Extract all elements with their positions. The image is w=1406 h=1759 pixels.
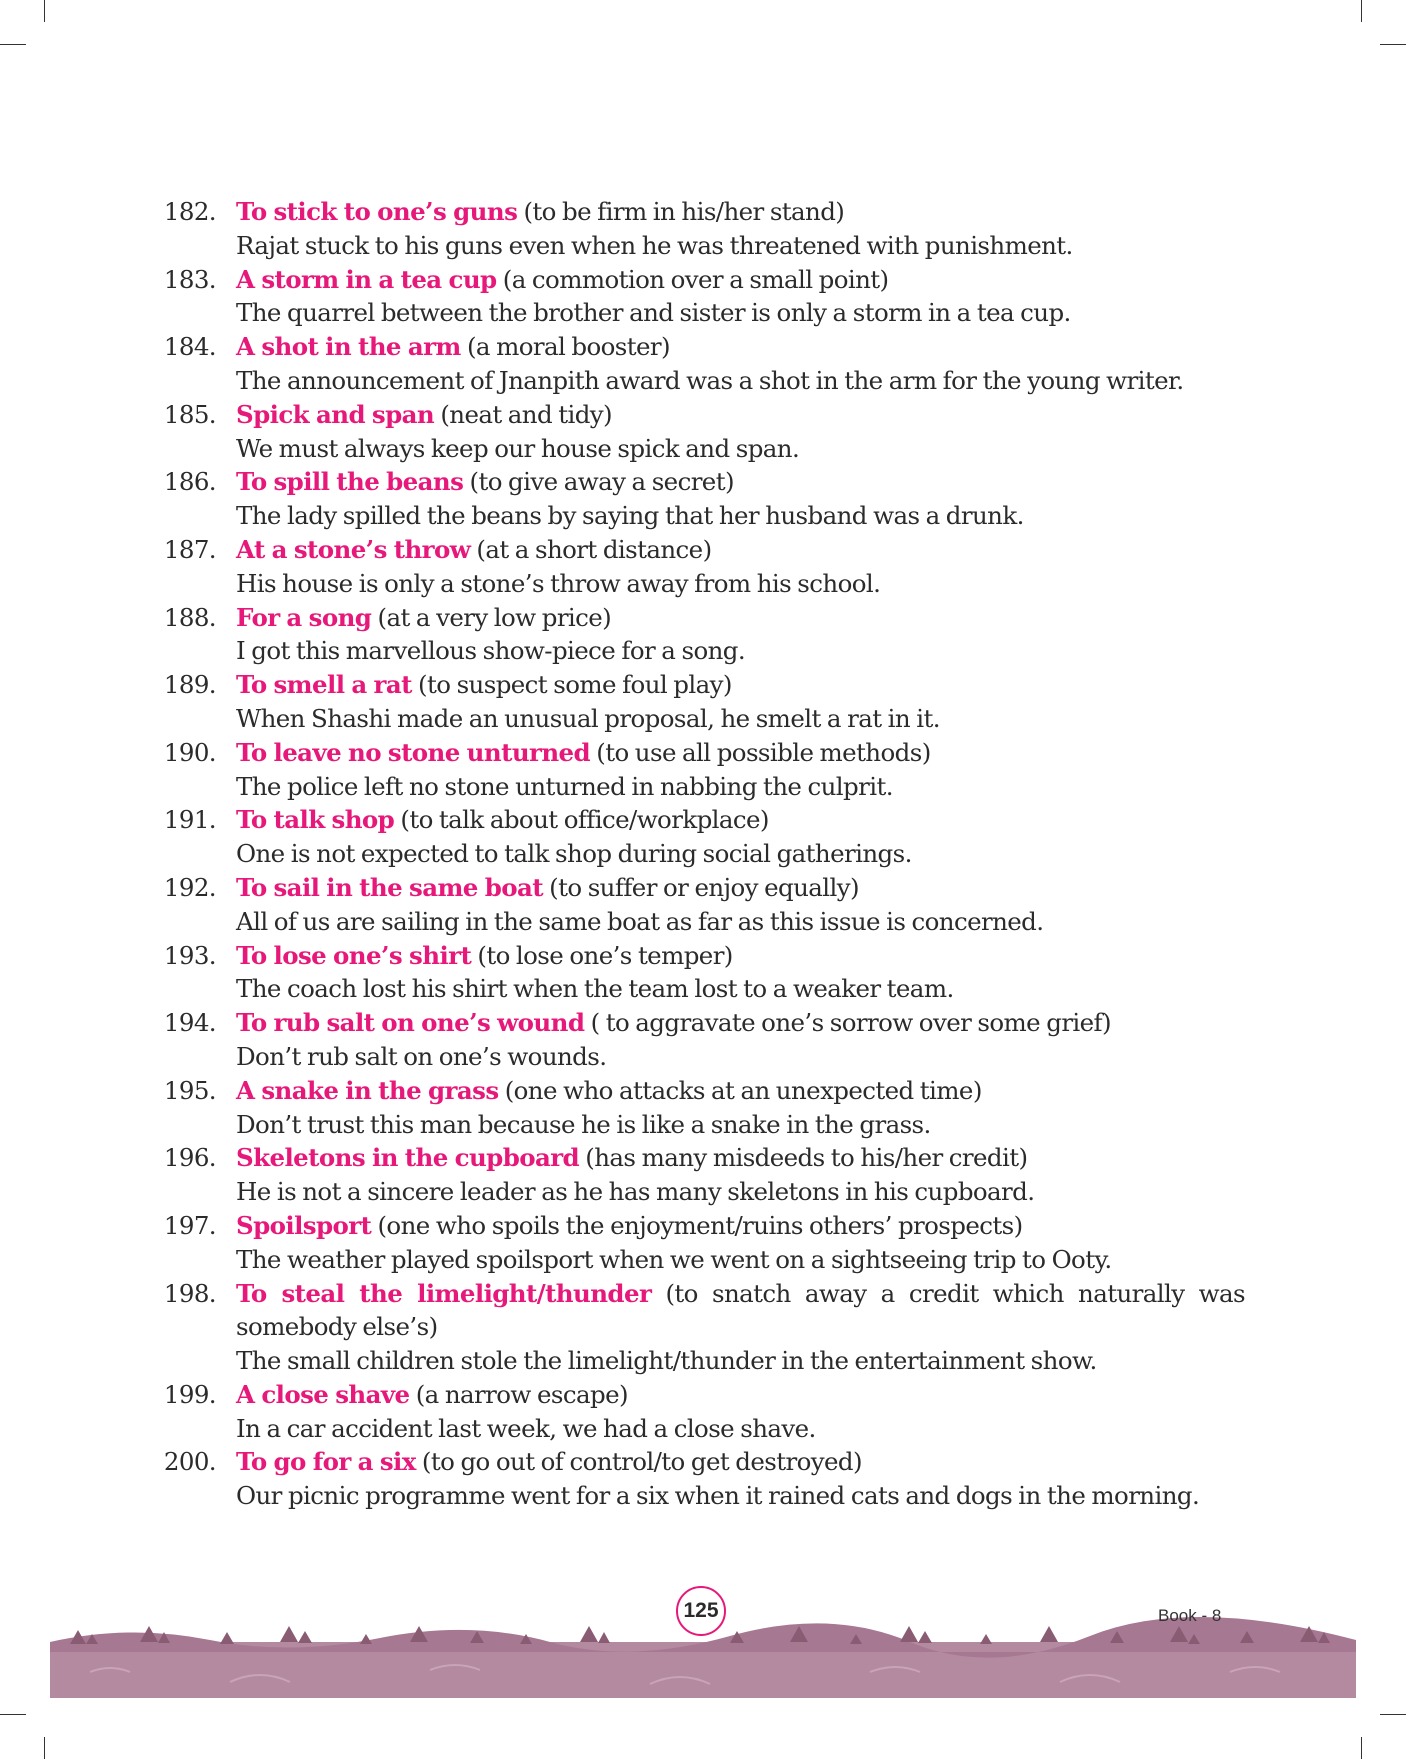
- entry-number: 196.: [163, 1143, 216, 1173]
- entry-heading: [236, 939, 1245, 973]
- idiom-example: Don’t rub salt on one’s wounds.: [236, 1041, 607, 1071]
- idiom-example: He is not a sincere leader as he has many skeletons in his cupboard.: [236, 1177, 1035, 1207]
- entry-heading: [236, 1445, 1245, 1479]
- idiom-example: I got this marvellous show-piece for a song.: [236, 636, 746, 666]
- page-number-badge: 125: [676, 1586, 726, 1636]
- idiom-term: A snake in the grass: [236, 1075, 499, 1105]
- entry-number: 198.: [163, 1278, 216, 1308]
- idiom-entry: [160, 803, 1245, 871]
- idiom-term: To lose one’s shirt: [236, 940, 472, 970]
- idiom-term: To sail in the same boat: [236, 872, 543, 902]
- idiom-example: Don’t trust this man because he is like a snake in the grass.: [236, 1109, 931, 1139]
- entry-number: 188.: [163, 602, 216, 632]
- idiom-entry: [160, 1141, 1245, 1209]
- idiom-meaning: (one who spoils the enjoyment/ruins others’ prospects): [371, 1210, 1023, 1240]
- idiom-meaning: (to go out of control/to get destroyed): [415, 1447, 862, 1477]
- idiom-example: The quarrel between the brother and sister is only a storm in a tea cup.: [236, 298, 1071, 328]
- idiom-meaning: (to use all possible methods): [590, 737, 931, 767]
- idiom-entry: [160, 1378, 1245, 1446]
- entry-number: 193.: [163, 940, 216, 970]
- idiom-example: Our picnic programme went for a six when it rained cats and dogs in the morning.: [236, 1481, 1200, 1511]
- idiom-term: A close shave: [236, 1379, 410, 1409]
- tree-icon: [220, 1632, 234, 1644]
- crop-mark-top-right-v: [1361, 0, 1362, 22]
- entry-number: 195.: [163, 1075, 216, 1105]
- idiom-entry: [160, 601, 1245, 669]
- entry-number: 183.: [163, 264, 216, 294]
- tree-icon: [980, 1634, 992, 1644]
- crop-mark-top-left-v: [44, 0, 45, 22]
- idiom-meaning: (to lose one’s temper): [471, 940, 733, 970]
- tree-icon: [1040, 1626, 1058, 1642]
- entry-number: 190.: [163, 737, 216, 767]
- tree-icon: [900, 1626, 918, 1642]
- idiom-entry: [160, 1445, 1245, 1513]
- book-label: Book - 8: [1158, 1606, 1222, 1625]
- entry-heading: [236, 1209, 1245, 1243]
- idiom-example: One is not expected to talk shop during social gatherings.: [236, 839, 912, 869]
- entry-heading: [236, 668, 1245, 702]
- entry-heading: [236, 736, 1245, 770]
- idiom-example: The announcement of Jnanpith award was a shot in the arm for the young writer.: [236, 365, 1184, 395]
- idiom-example: The lady spilled the beans by saying that her husband was a drunk.: [236, 501, 1024, 531]
- idiom-entry: [160, 1074, 1245, 1142]
- idiom-meaning: (to be firm in his/her stand): [517, 197, 845, 226]
- idiom-term: To rub salt on one’s wound: [236, 1008, 585, 1038]
- entry-number: 191.: [163, 805, 216, 835]
- tree-icon: [598, 1632, 610, 1643]
- idiom-meaning: (to suffer or enjoy equally): [542, 872, 859, 902]
- idiom-term: To leave no stone unturned: [236, 737, 591, 767]
- entry-number: 184.: [163, 332, 216, 362]
- entry-number: 182.: [163, 197, 216, 226]
- entry-heading: [236, 1074, 1245, 1108]
- idiom-example: We must always keep our house spick and span.: [236, 433, 800, 463]
- entry-number: 192.: [163, 872, 216, 902]
- idiom-meaning: ( to aggravate one’s sorrow over some grief): [584, 1008, 1111, 1038]
- idiom-entry: [160, 1006, 1245, 1074]
- tree-icon: [918, 1631, 932, 1643]
- crop-mark-bottom-right-v: [1361, 1737, 1362, 1759]
- idiom-term: Skeletons in the cupboard: [236, 1143, 580, 1173]
- idiom-list: [160, 195, 1245, 1513]
- entry-number: 185.: [163, 399, 216, 429]
- idiom-entry: [160, 668, 1245, 736]
- idiom-meaning: (neat and tidy): [434, 399, 613, 429]
- idiom-term: To spill the beans: [236, 467, 464, 497]
- idiom-example: All of us are sailing in the same boat as far as this issue is concerned.: [236, 906, 1044, 936]
- idiom-meaning: (to snatch away a credit which naturally was somebody else’s): [236, 1278, 1245, 1342]
- idiom-entry: [160, 871, 1245, 939]
- idiom-term: Spoilsport: [236, 1210, 372, 1240]
- idiom-example: The coach lost his shirt when the team lost to a weaker team.: [236, 974, 954, 1004]
- entry-number: 200.: [163, 1447, 216, 1477]
- crop-mark-top-left-h: [0, 44, 26, 45]
- entry-number: 197.: [163, 1210, 216, 1240]
- idiom-entry: [160, 736, 1245, 804]
- entry-heading: [236, 871, 1245, 905]
- entry-heading: [236, 1378, 1245, 1412]
- idiom-term: A shot in the arm: [236, 332, 461, 362]
- idiom-entry: [160, 1209, 1245, 1277]
- entry-heading: [236, 398, 1245, 432]
- idiom-term: To talk shop: [236, 805, 395, 835]
- idiom-entry: [160, 533, 1245, 601]
- idiom-meaning: (at a short distance): [470, 534, 712, 564]
- entry-heading: [236, 533, 1245, 567]
- idiom-meaning: (to suspect some foul play): [411, 670, 732, 700]
- entry-number: 187.: [163, 534, 216, 564]
- idiom-example: The police left no stone unturned in nabbing the culprit.: [236, 771, 893, 801]
- entry-number: 189.: [163, 670, 216, 700]
- idiom-meaning: (a commotion over a small point): [496, 264, 889, 294]
- crop-mark-bottom-left-h: [0, 1714, 26, 1715]
- idiom-entry: [160, 398, 1245, 466]
- entry-number: 186.: [163, 467, 216, 497]
- idiom-meaning: (has many misdeeds to his/her credit): [579, 1143, 1028, 1173]
- idiom-meaning: (a narrow escape): [409, 1379, 628, 1409]
- idiom-meaning: (to give away a secret): [463, 467, 734, 497]
- idiom-entry: [160, 1277, 1245, 1378]
- entry-heading: [236, 1141, 1245, 1175]
- idiom-term: A storm in a tea cup: [236, 264, 497, 294]
- idiom-term: At a stone’s throw: [236, 534, 471, 564]
- idiom-example: Rajat stuck to his guns even when he was threatened with punishment.: [236, 230, 1073, 260]
- crop-mark-top-right-h: [1380, 44, 1406, 45]
- idiom-entry: [160, 195, 1245, 263]
- idiom-meaning: (a moral booster): [460, 332, 670, 362]
- entry-heading: [236, 465, 1245, 499]
- crop-mark-bottom-right-h: [1380, 1714, 1406, 1715]
- entry-number: 194.: [163, 1008, 216, 1038]
- entry-heading: [236, 601, 1245, 635]
- crop-mark-bottom-left-v: [44, 1737, 45, 1759]
- idiom-entry: [160, 465, 1245, 533]
- idiom-example: His house is only a stone’s throw away from his school.: [236, 568, 881, 598]
- idiom-example: In a car accident last week, we had a close shave.: [236, 1413, 816, 1443]
- tree-icon: [360, 1634, 372, 1644]
- idiom-example: The small children stole the limelight/thunder in the entertainment show.: [236, 1346, 1097, 1376]
- idiom-term: To stick to one’s guns: [236, 197, 518, 226]
- idiom-term: To smell a rat: [236, 670, 412, 700]
- idiom-meaning: (at a very low price): [371, 602, 612, 632]
- tree-icon: [298, 1631, 312, 1643]
- idiom-meaning: (one who attacks at an unexpected time): [498, 1075, 982, 1105]
- tree-icon: [280, 1626, 298, 1642]
- idiom-term: For a song: [236, 602, 372, 632]
- entry-heading: [236, 1277, 1245, 1345]
- idiom-meaning: (to talk about office/workplace): [394, 805, 769, 835]
- idiom-term: To go for a six: [236, 1447, 416, 1477]
- idiom-term: Spick and span: [236, 399, 435, 429]
- idiom-entry: [160, 330, 1245, 398]
- tree-icon: [580, 1626, 598, 1642]
- entry-heading: [236, 803, 1245, 837]
- entry-heading: [236, 195, 1245, 229]
- idiom-entry: [160, 939, 1245, 1007]
- entry-number: 199.: [163, 1379, 216, 1409]
- idiom-term: To steal the limelight/thunder: [236, 1278, 652, 1308]
- idiom-example: When Shashi made an unusual proposal, he smelt a rat in it.: [236, 703, 940, 733]
- entry-heading: [236, 330, 1245, 364]
- idiom-example: The weather played spoilsport when we went on a sightseeing trip to Ooty.: [236, 1244, 1112, 1274]
- idiom-entry: [160, 263, 1245, 331]
- entry-heading: [236, 263, 1245, 297]
- entry-heading: [236, 1006, 1245, 1040]
